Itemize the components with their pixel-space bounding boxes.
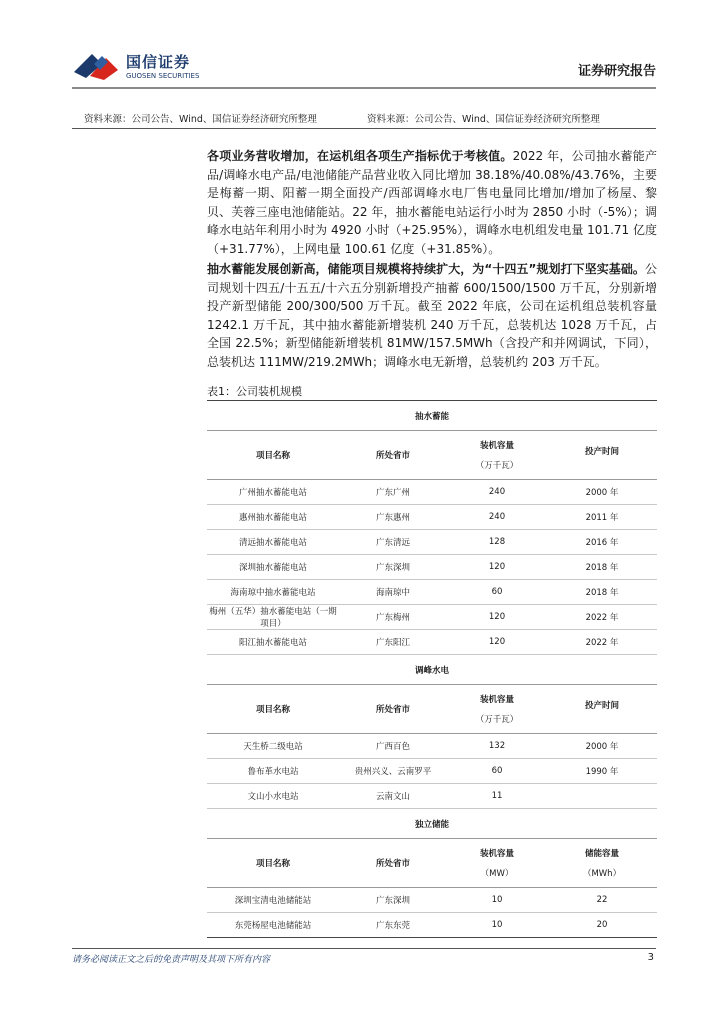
disclaimer-note: 请务必阅读正文之后的免责声明及其项下所有内容 (72, 955, 271, 965)
paragraph-text: 2022 年，公司抽水蓄能产品/调峰水电产品/电池储能产品营业收入同比增加 38.18%/40.08%/43.76%，主要是梅蓄一期、阳蓄一期全面投产/西部调峰水电厂售电量同比增加/增加了杨屋、黎贝、芙蓉三座电池储能站。22 年，抽水蓄能电站运行小时为 2850 小时（-5%）；调峰水电站年利用小时为 4920 小时（+25.95%），调峰水电机组发电量 101.71 亿度（+31.77%），上网电量 100.61 亿度（+31.85%）。 (207, 149, 657, 256)
logo-text-cn: 国信证券 (126, 53, 191, 71)
report-type-title: 证券研究报告 (577, 64, 656, 79)
col-header-location: 所处省市 (339, 839, 447, 888)
column-header-row (207, 431, 657, 480)
table-row: 海南琼中抽水蓄能电站 海南琼中 60 2018 年 (207, 580, 657, 605)
installed-capacity-table (207, 400, 657, 938)
source-note-right: 资料来源：公司公告、Wind、国信证券经济研究所整理 (367, 114, 600, 125)
section-header-pumped-storage (207, 401, 657, 431)
table-row: 东莞杨屋电池储能站 广东东莞 10 20 (207, 913, 657, 938)
col-header-date: 投产时间 (547, 431, 657, 480)
company-logo (72, 48, 202, 86)
source-divider (72, 128, 656, 129)
source-note-left: 资料来源：公司公告、Wind、国信证券经济研究所整理 (84, 114, 317, 125)
col-header-name: 项目名称 (207, 839, 339, 888)
table-row: 广州抽水蓄能电站 广东广州 240 2000 年 (207, 480, 657, 505)
section-header-independent-storage (207, 809, 657, 839)
header-divider (72, 87, 656, 89)
section-title: 独立储能 (207, 809, 657, 839)
col-header-name: 项目名称 (207, 431, 339, 480)
table-row: 深圳抽水蓄能电站 广东深圳 120 2018 年 (207, 555, 657, 580)
table-row: 惠州抽水蓄能电站 广东惠州 240 2011 年 (207, 505, 657, 530)
table-row: 阳江抽水蓄能电站 广东阳江 120 2022 年 (207, 630, 657, 655)
col-header-capacity: 装机容量 （万千瓦） (447, 431, 547, 480)
section-title: 抽水蓄能 (207, 401, 657, 431)
paragraph-lead: 抽水蓄能发展创新高，储能项目规模将持续扩大，为“十四五”规划打下坚实基础。 (207, 262, 645, 276)
col-header-location: 所处省市 (339, 431, 447, 480)
table-row: 梅州（五华）抽水蓄能电站（一期项目） 广东梅州 120 2022 年 (207, 605, 657, 630)
page-number: 3 (647, 952, 654, 963)
paragraph-pumped-storage (207, 260, 657, 371)
paragraph-lead: 各项业务营收增加，在运机组各项生产指标优于考核值。 (207, 149, 513, 163)
col-header-date: 投产时间 (547, 685, 657, 734)
col-header-storage: 储能容量 （MWh） (547, 839, 657, 888)
table-row: 文山小水电站 云南文山 11 (207, 784, 657, 809)
section-title: 调峰水电 (207, 655, 657, 685)
table-row: 深圳宝清电池储能站 广东深圳 10 22 (207, 888, 657, 913)
paragraph-revenue (207, 147, 657, 258)
column-header-row (207, 839, 657, 888)
table-row: 鲁布革水电站 贵州兴义、云南罗平 60 1990 年 (207, 759, 657, 784)
col-header-name: 项目名称 (207, 685, 339, 734)
column-header-row (207, 685, 657, 734)
footer-divider (72, 948, 656, 949)
guosen-logo-icon (72, 50, 122, 82)
logo-text-en: GUOSEN SECURITIES (126, 72, 200, 80)
table-caption: 表1：公司装机规模 (207, 385, 302, 398)
col-header-capacity: 装机容量 （MW） (447, 839, 547, 888)
section-header-peak-hydro (207, 655, 657, 685)
col-header-location: 所处省市 (339, 685, 447, 734)
paragraph-text: 公司规划十四五/十五五/十六五分别新增投产抽蓄 600/1500/1500 万千瓦，分别新增投产新型储能 200/300/500 万千瓦。截至 2022 年底，公司在运机组总装机容量 1242.1 万千瓦，其中抽水蓄能新增装机 240 万千瓦，总装机达 1028 万千瓦，占全国 22.5%；新型储能新增装机 81MW/157.5MWh（含投产和并网调试，下同），总装机达 111MW/219.2MWh；调峰水电无新增，总装机约 203 万千瓦。 (207, 262, 657, 369)
col-header-capacity: 装机容量 （万千瓦） (447, 685, 547, 734)
table-row: 清远抽水蓄能电站 广东清远 128 2016 年 (207, 530, 657, 555)
table-row: 天生桥二级电站 广西百色 132 2000 年 (207, 734, 657, 759)
